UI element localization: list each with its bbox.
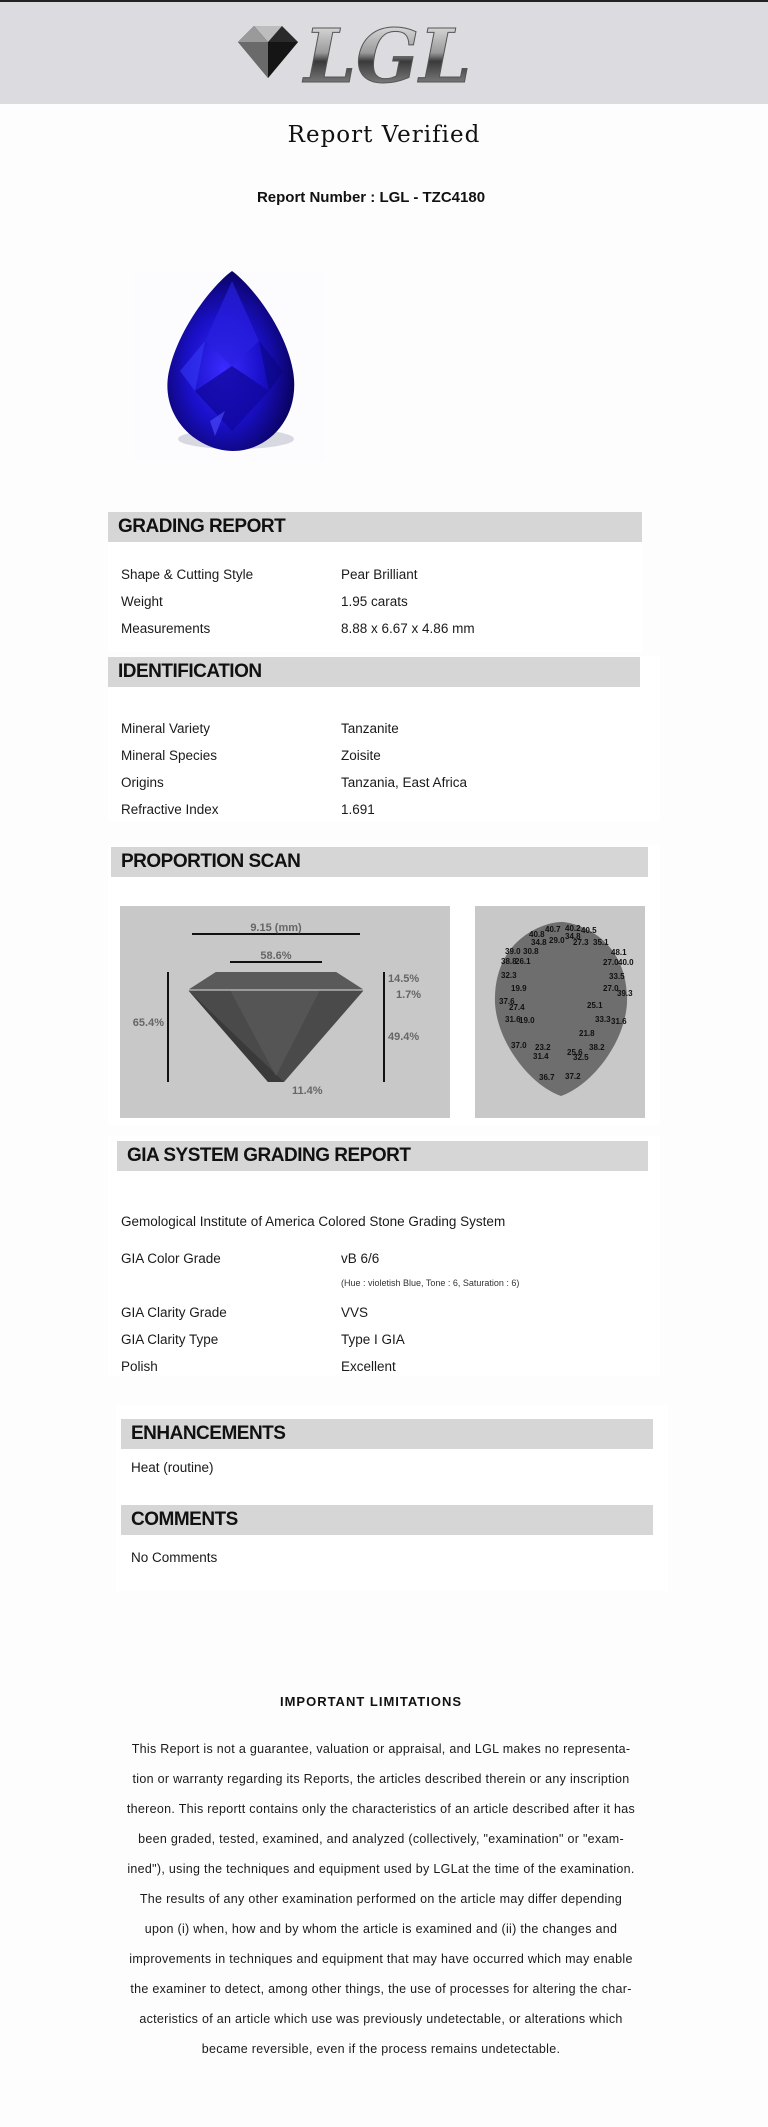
face-measurement: 31.6 bbox=[505, 1015, 521, 1024]
face-measurement: 33.5 bbox=[609, 972, 625, 981]
face-measurement: 40.0 bbox=[618, 958, 634, 967]
girdle-label: 1.7% bbox=[396, 989, 422, 1001]
depth-label: 65.4% bbox=[132, 1017, 164, 1029]
face-measurement: 35.1 bbox=[593, 938, 609, 947]
gia-color-note: (Hue : violetish Blue, Tone : 6, Saturation : 6) bbox=[341, 1278, 520, 1288]
row-label: Mineral Variety bbox=[121, 721, 211, 736]
row-value: Type I GIA bbox=[341, 1332, 405, 1347]
face-measurement: 38.8 bbox=[501, 957, 517, 966]
row-value: 1.691 bbox=[341, 802, 375, 817]
face-measurement: 39.0 bbox=[505, 947, 521, 956]
proportion-scan-heading: PROPORTION SCAN bbox=[111, 847, 648, 877]
face-measurement: 21.8 bbox=[579, 1029, 595, 1038]
face-measurement: 32.5 bbox=[573, 1053, 589, 1062]
face-measurement: 34.8 bbox=[565, 932, 581, 941]
limitations-line: the examiner to detect, among other things, the use of processes for altering the char- bbox=[130, 1982, 632, 1996]
limitations-heading: IMPORTANT LIMITATIONS bbox=[279, 1694, 463, 1709]
row-label: GIA Clarity Type bbox=[121, 1332, 219, 1347]
limitations-line: ined"), using the techniques and equipment used by LGLat the time of the examination. bbox=[127, 1862, 635, 1876]
limitations-line: thereon. This reportt contains only the characteristics of an article described after it has bbox=[126, 1802, 636, 1816]
comments-heading: COMMENTS bbox=[121, 1505, 653, 1535]
face-measurement: 27.3 bbox=[573, 938, 589, 947]
gem-photo bbox=[135, 271, 325, 461]
row-value: Excellent bbox=[341, 1359, 396, 1374]
face-measurement: 23.2 bbox=[535, 1043, 551, 1052]
comments-text: No Comments bbox=[131, 1550, 218, 1565]
row-value: Tanzania, East Africa bbox=[341, 775, 468, 790]
lgl-logo[interactable] bbox=[232, 14, 492, 98]
grading-report-heading: GRADING REPORT bbox=[108, 512, 642, 542]
face-measurement: 37.6 bbox=[499, 997, 515, 1006]
limitations-line: The results of any other examination performed on the article may differ depending bbox=[139, 1892, 623, 1906]
face-measurement: 27.0 bbox=[603, 984, 619, 993]
identification-heading: IDENTIFICATION bbox=[108, 657, 640, 687]
enhancements-text: Heat (routine) bbox=[131, 1460, 214, 1475]
table-label: 58.6% bbox=[260, 950, 292, 962]
row-label: Origins bbox=[121, 775, 164, 790]
crown-label: 14.5% bbox=[388, 973, 420, 985]
face-measurement: 40.2 bbox=[565, 924, 581, 933]
face-measurement: 33.3 bbox=[595, 1015, 611, 1024]
limitations-line: became reversible, even if the process remains undetectable. bbox=[201, 2042, 561, 2056]
face-measurement: 29.0 bbox=[549, 936, 565, 945]
row-value: 1.95 carats bbox=[341, 594, 408, 609]
face-measurement: 19.9 bbox=[511, 984, 527, 993]
report-number: Report Number : LGL - TZC4180 bbox=[256, 189, 486, 206]
row-label: GIA Clarity Grade bbox=[121, 1305, 227, 1320]
face-measurement: 37.2 bbox=[565, 1072, 581, 1081]
face-diagram bbox=[475, 906, 645, 1118]
enhancements-heading: ENHANCEMENTS bbox=[121, 1419, 653, 1449]
row-label: Refractive Index bbox=[121, 802, 219, 817]
face-measurement: 30.8 bbox=[523, 947, 539, 956]
row-label: Weight bbox=[121, 594, 163, 609]
row-label: Polish bbox=[121, 1359, 158, 1374]
row-label: Measurements bbox=[121, 621, 211, 636]
face-measurement: 27.0 bbox=[603, 958, 619, 967]
face-measurement: 25.1 bbox=[587, 1001, 603, 1010]
row-value: VVS bbox=[341, 1305, 369, 1320]
gia-system-text: Gemological Institute of America Colored Stone Grading System bbox=[121, 1214, 506, 1229]
row-label: GIA Color Grade bbox=[121, 1251, 221, 1266]
row-label: Shape & Cutting Style bbox=[121, 567, 254, 582]
pavilion-label: 49.4% bbox=[388, 1031, 420, 1043]
face-measurement: 27.4 bbox=[509, 1003, 525, 1012]
row-label: Mineral Species bbox=[121, 748, 218, 763]
width-label: 9.15 (mm) bbox=[250, 922, 302, 934]
row-value: Pear Brilliant bbox=[341, 567, 418, 582]
face-measurement: 25.6 bbox=[567, 1048, 583, 1057]
row-value: Tanzanite bbox=[341, 721, 399, 736]
face-measurement: 19.0 bbox=[519, 1016, 535, 1025]
culet-label: 11.4% bbox=[292, 1085, 323, 1097]
face-measurement: 31.4 bbox=[533, 1052, 549, 1061]
row-value: vB 6/6 bbox=[341, 1251, 380, 1266]
limitations-line: upon (i) when, how and by whom the article is examined and (ii) the changes and bbox=[144, 1922, 618, 1936]
profile-diagram bbox=[120, 906, 450, 1118]
limitations-line: improvements in techniques and equipment that may have occurred which may enable bbox=[129, 1952, 633, 1966]
limitations-line: tion or warranty regarding its Reports, the articles described therein or any inscription bbox=[132, 1772, 630, 1786]
face-measurement: 26.1 bbox=[515, 957, 531, 966]
face-measurement: 40.8 bbox=[529, 930, 545, 939]
profile-silhouette bbox=[188, 972, 364, 1082]
face-measurement: 37.0 bbox=[511, 1041, 527, 1050]
gia-heading: GIA SYSTEM GRADING REPORT bbox=[117, 1141, 648, 1171]
face-measurement: 31.6 bbox=[611, 1017, 627, 1026]
logo-text: LGL bbox=[304, 14, 472, 98]
row-value: Zoisite bbox=[341, 748, 381, 763]
face-measurement: 39.3 bbox=[617, 989, 633, 998]
page-title: Report Verified bbox=[287, 122, 481, 148]
face-measurement: 36.7 bbox=[539, 1073, 555, 1082]
limitations-line: This Report is not a guarantee, valuation or appraisal, and LGL makes no representa- bbox=[131, 1742, 631, 1756]
limitations-text bbox=[116, 1734, 646, 2064]
row-value: 8.88 x 6.67 x 4.86 mm bbox=[341, 621, 475, 636]
limitations-line: been graded, tested, examined, and analyzed (collectively, "examination" or "exam- bbox=[138, 1832, 624, 1846]
site-header bbox=[0, 2, 768, 104]
limitations-line: acteristics of an article which use was previously undetectable, or alterations which bbox=[139, 2012, 623, 2026]
face-measurement: 32.3 bbox=[501, 971, 517, 980]
face-measurement: 40.5 bbox=[581, 926, 597, 935]
face-measurement: 40.7 bbox=[545, 925, 561, 934]
face-measurement: 48.1 bbox=[611, 948, 627, 957]
face-measurement: 38.2 bbox=[589, 1043, 605, 1052]
diamond-icon bbox=[238, 26, 298, 78]
face-measurement: 34.8 bbox=[531, 938, 547, 947]
